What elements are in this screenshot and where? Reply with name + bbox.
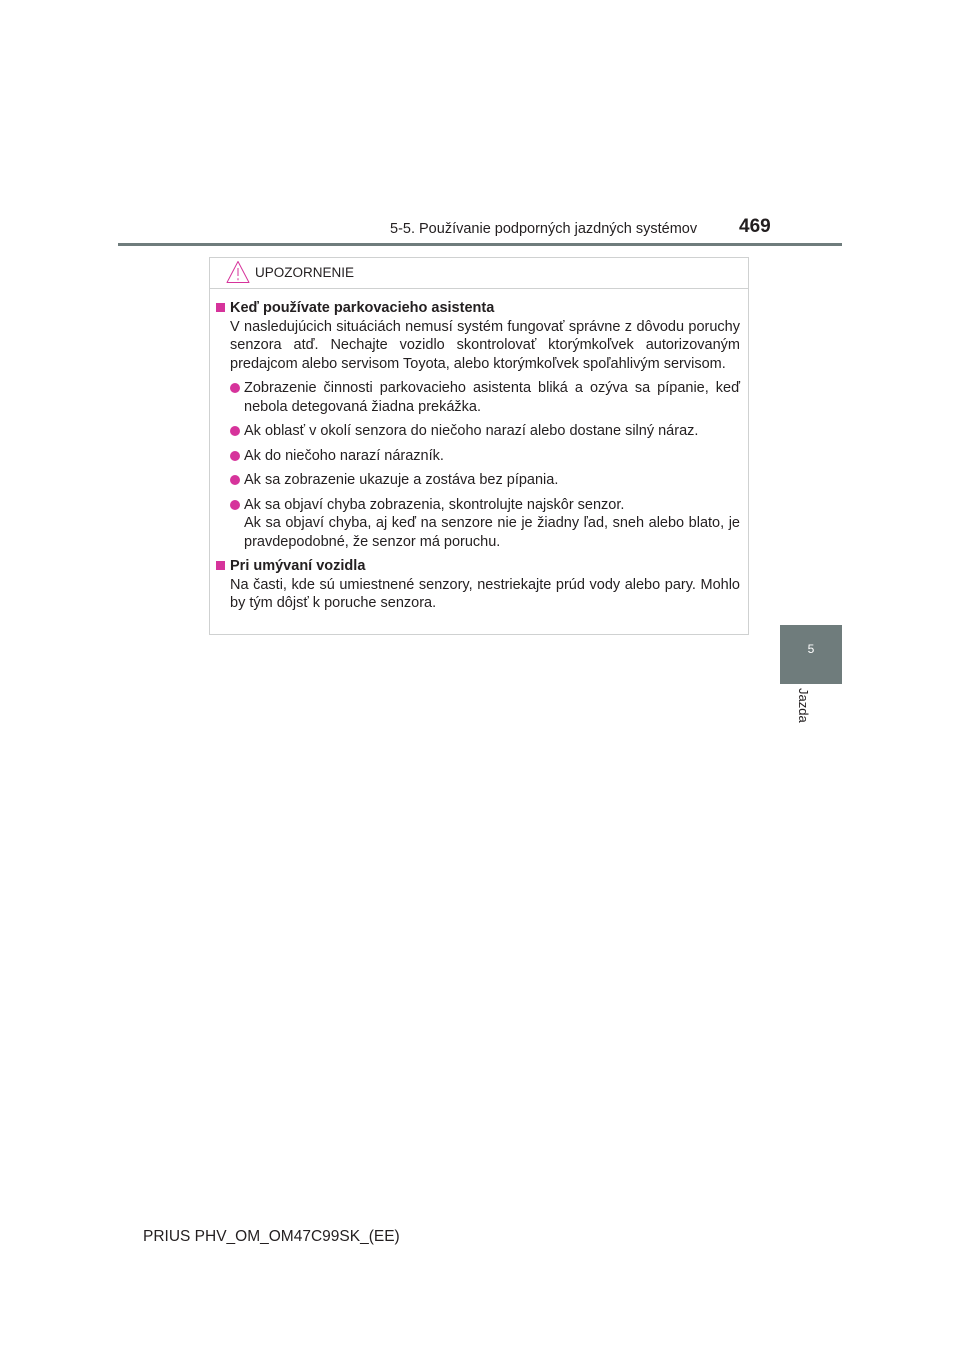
warning-title: UPOZORNENIE [255,265,355,280]
circle-bullet-icon [230,426,240,436]
chapter-tab [780,625,842,684]
page-number: 469 [739,216,771,237]
circle-bullet-icon [230,500,240,510]
circle-bullet-icon [230,383,240,393]
document-code: PRIUS PHV_OM_OM47C99SK_(EE) [143,1228,400,1245]
chapter-label: Jazda [796,688,811,723]
warning-body [210,289,748,613]
warning-header [210,258,748,289]
list-item: Ak oblasť v okolí senzora do niečoho narazí alebo dostane silný náraz. [230,422,740,441]
list-item: Ak sa zobrazenie ukazuje a zostáva bez pípania. [230,471,740,490]
square-bullet-icon [216,561,225,570]
page-header-title: 5-5. Používanie podporných jazdných systémov [390,221,698,237]
chapter-number: 5 [807,642,815,656]
header-divider [118,243,842,246]
circle-bullet-icon [230,475,240,485]
section-heading-washing: Pri umývaní vozidla [216,557,740,576]
section-heading-parking-assist: Keď používate parkovacieho asistenta [216,299,740,318]
warning-triangle-icon [226,260,250,284]
list-item: Zobrazenie činnosti parkovacieho asistenta bliká a ozýva sa pípanie, keď nebola detegovaná žiadna prekážka. [230,379,740,416]
section-paragraph: V nasledujúcich situáciách nemusí systém fungovať správne z dôvodu poruchy senzora atď. Nechajte vozidlo skontrolovať ktorýmkoľvek autorizovaným predajcom alebo servisom Toyota, alebo ktorýmkoľvek spoľahlivým servisom. [230,318,740,372]
list-item: Ak sa objaví chyba zobrazenia, skontrolujte najskôr senzor. Ak sa objaví chyba, aj keď na senzore nie je žiadny ľad, sneh alebo blato, je pravdepodobné, že senzor má poruchu. [230,496,740,552]
warning-box [209,257,749,635]
list-item: Ak do niečoho narazí nárazník. [230,447,740,466]
section-paragraph: Na časti, kde sú umiestnené senzory, nestriekajte prúd vody alebo pary. Mohlo by tým dôjsť k poruche senzora. [230,576,740,611]
square-bullet-icon [216,303,225,312]
circle-bullet-icon [230,451,240,461]
